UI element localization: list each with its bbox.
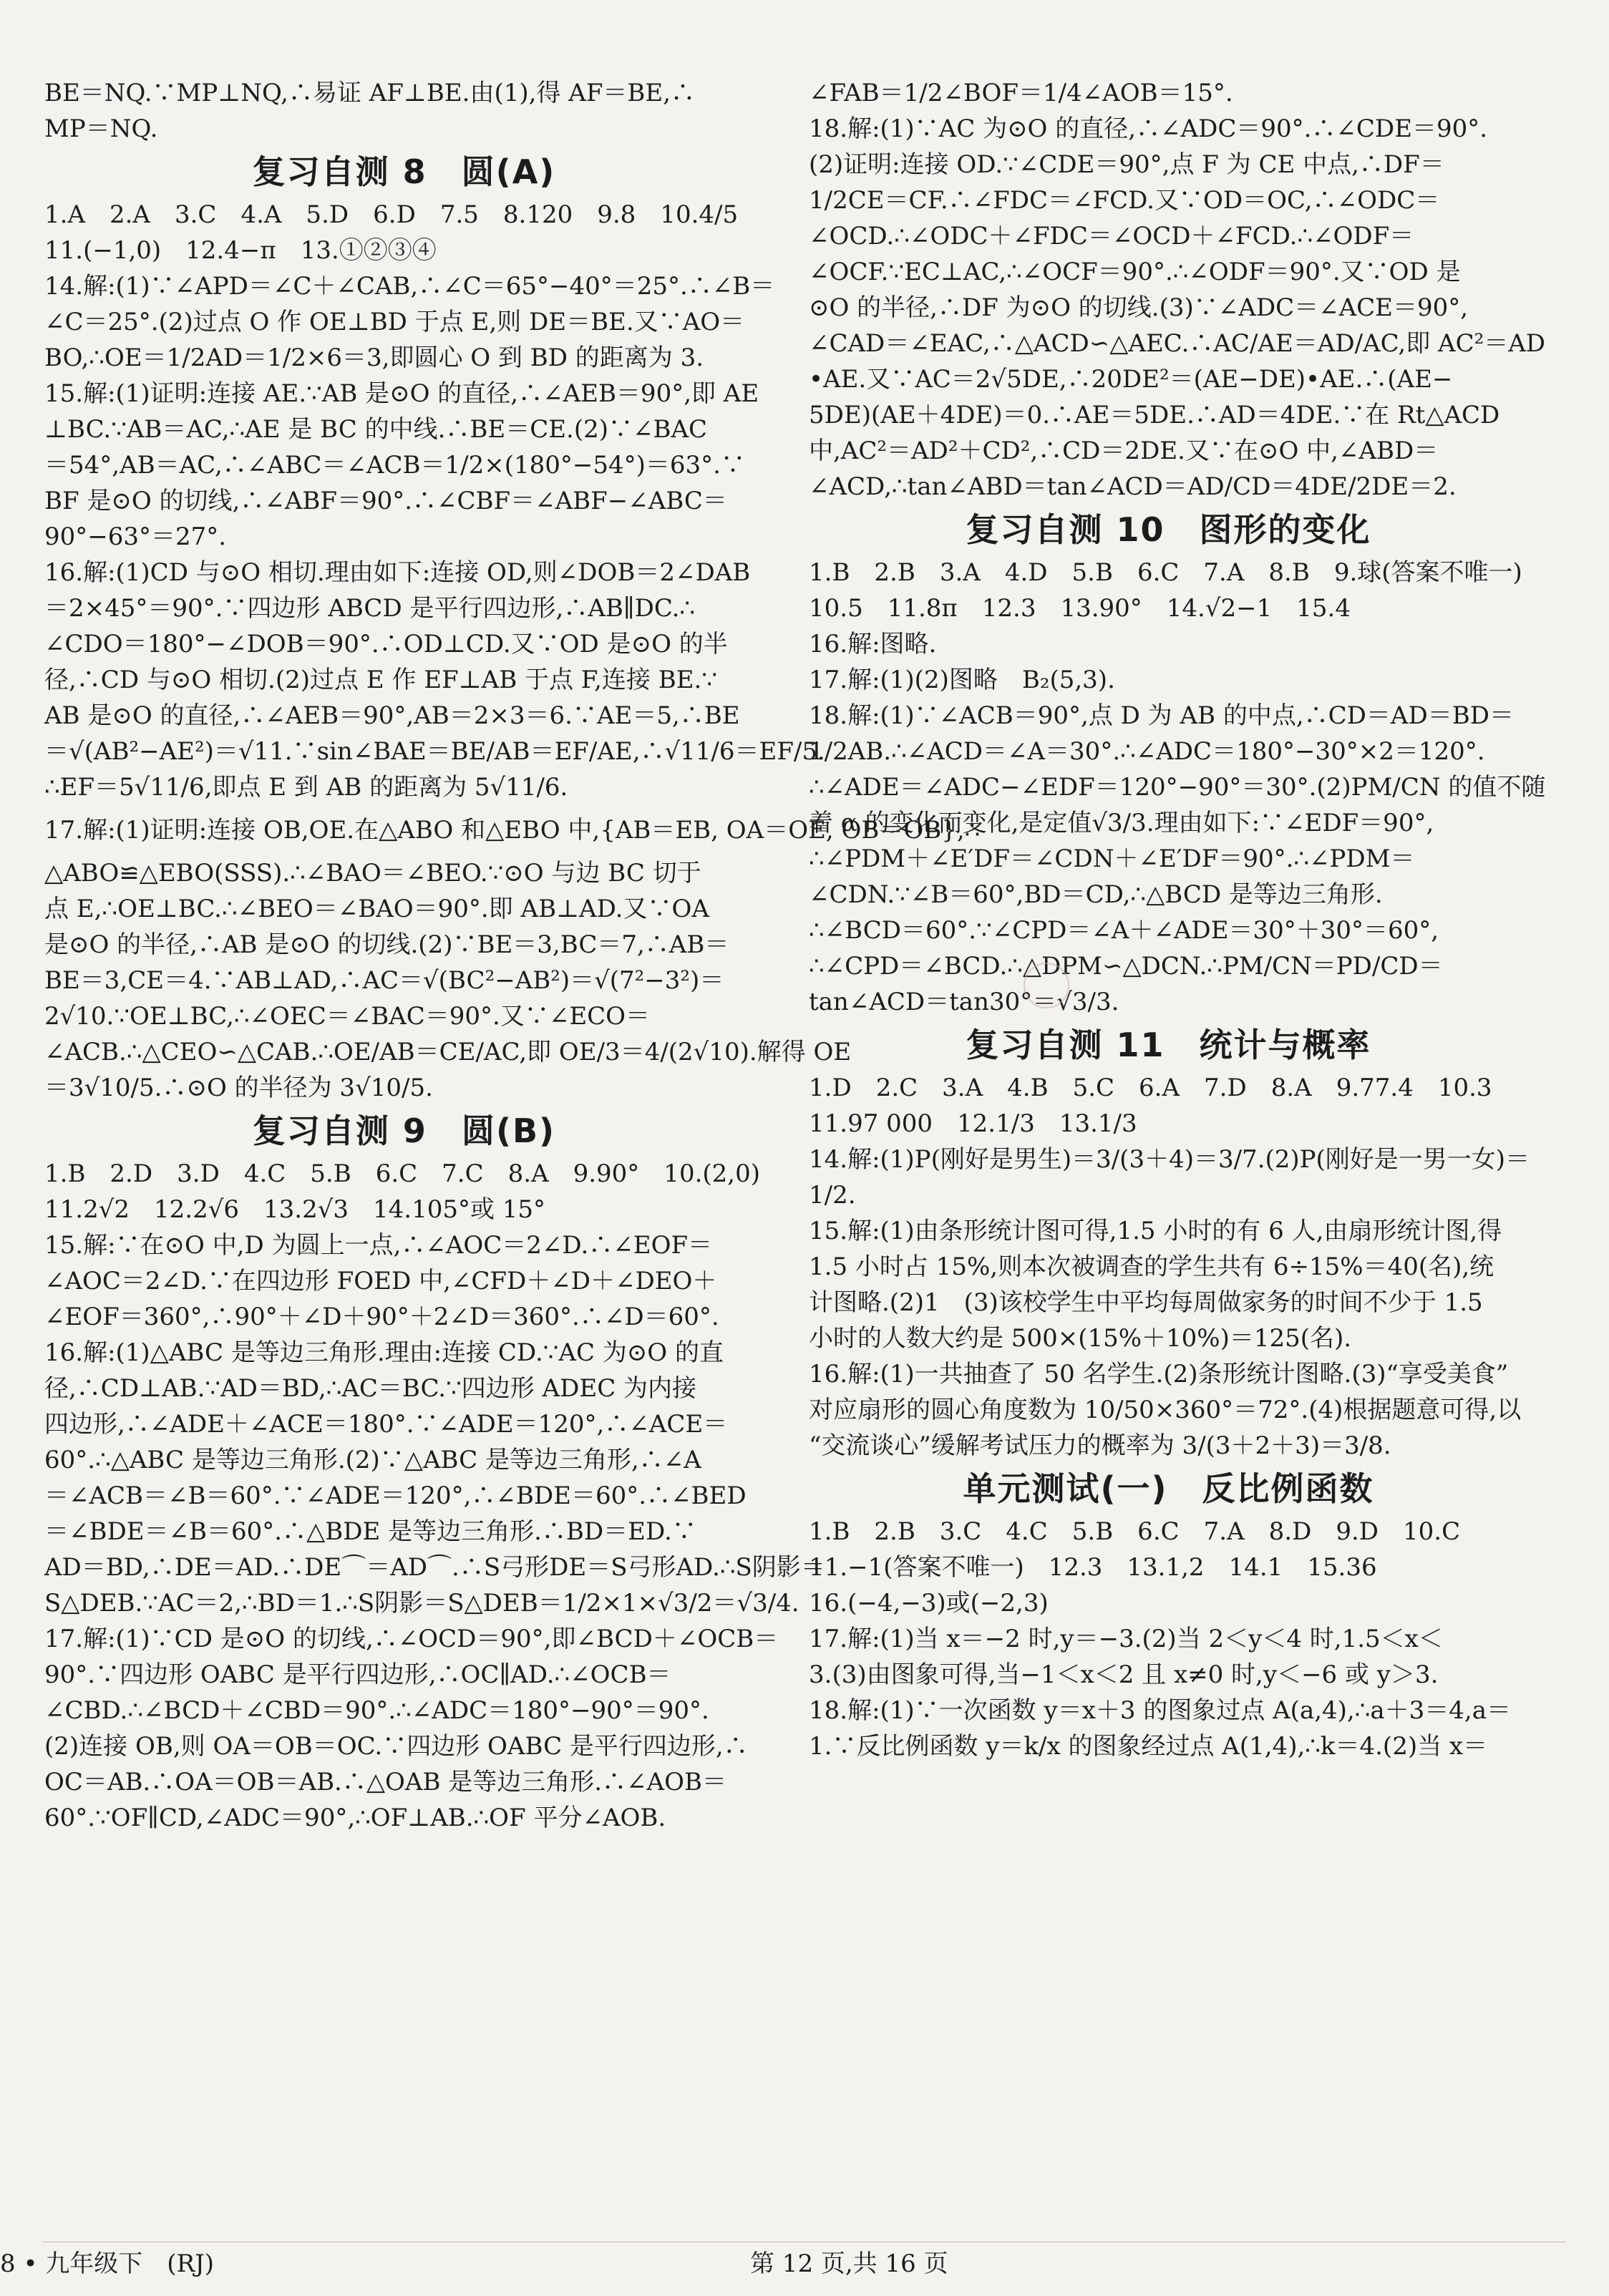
answer-line: 10.5 11.8π 12.3 13.90° 14.√2−1 15.4 — [809, 594, 1351, 623]
answer-line: 17.解:(1)证明:连接 OB,OE.在△ABO 和△EBO 中,{AB＝EB, OA＝OE, OB＝OB},∴ — [44, 816, 981, 845]
answer-line: •AE.又∵AC＝2√5DE,∴20DE²＝(AE−DE)•AE.∴(AE− — [809, 365, 1453, 394]
answer-line: 计图略.(2)1 (3)该校学生中平均每周做家务的时间不少于 1.5 — [809, 1288, 1483, 1317]
answer-line: 16.解:(1)一共抽查了 50 名学生.(2)条形统计图略.(3)“享受美食” — [809, 1360, 1509, 1388]
answer-line: (2)连接 OB,则 OA＝OB＝OC.∵四边形 OABC 是平行四边形,∴ — [44, 1732, 748, 1761]
answer-line: 中,AC²＝AD²＋CD²,∴CD＝2DE.又∵在⊙O 中,∠ABD＝ — [809, 437, 1439, 465]
answer-line: ＝2×45°＝90°.∵四边形 ABCD 是平行四边形,∴AB∥DC.∴ — [44, 594, 696, 623]
answer-line: ⊙O 的半径,∴DF 为⊙O 的切线.(3)∵∠ADC＝∠ACE＝90°, — [809, 293, 1469, 322]
answer-line: 18.解:(1)∵AC 为⊙O 的直径,∴∠ADC＝90°.∴∠CDE＝90°. — [809, 115, 1488, 143]
answer-line: 是⊙O 的半径,∴AB 是⊙O 的切线.(2)∵BE＝3,BC＝7,∴AB＝ — [44, 930, 729, 959]
answer-line: 11.97 000 12.1/3 13.1/3 — [809, 1109, 1137, 1138]
answer-line: 5DE)(AE＋4DE)＝0.∴AE＝5DE.∴AD＝4DE.∵在 Rt△ACD — [809, 401, 1500, 429]
answer-line: ∠C＝25°.(2)过点 O 作 OE⊥BD 于点 E,则 DE＝BE.又∵AO＝ — [44, 308, 745, 336]
answer-line: BE＝3,CE＝4.∵AB⊥AD,∴AC＝√(BC²−AB²)＝√(7²−3²)＝ — [44, 966, 724, 995]
answer-line: ∠CDN.∵∠B＝60°,BD＝CD,∴△BCD 是等边三角形. — [809, 880, 1383, 909]
answer-line: 11.2√2 12.2√6 13.2√3 14.105°或 15° — [44, 1195, 546, 1224]
answer-line: tan∠ACD＝tan30°＝√3/3. — [809, 988, 1119, 1016]
answer-line: 1.B 2.B 3.C 4.C 5.B 6.C 7.A 8.D 9.D 10.C — [809, 1517, 1461, 1546]
answer-line: (2)证明:连接 OD.∵∠CDE＝90°,点 F 为 CE 中点,∴DF＝ — [809, 150, 1444, 179]
answer-line: 16.(−4,−3)或(−2,3) — [809, 1589, 1049, 1618]
answer-line: AB 是⊙O 的直径,∴∠AEB＝90°,AB＝2×3＝6.∵AE＝5,∴BE — [44, 701, 740, 730]
answer-line: 17.解:(1)∵CD 是⊙O 的切线,∴∠OCD＝90°,即∠BCD＋∠OCB＝ — [44, 1625, 779, 1653]
answer-line: 17.解:(1)(2)图略 B₂(5,3). — [809, 666, 1115, 694]
answer-line: 四边形,∴∠ADE＋∠ACE＝180°.∵∠ADE＝120°,∴∠ACE＝ — [44, 1410, 728, 1439]
answer-line: ＝∠BDE＝∠B＝60°.∴△BDE 是等边三角形.∴BD＝ED.∵ — [44, 1517, 696, 1546]
answer-line: MP＝NQ. — [44, 115, 158, 143]
section-heading: 单元测试(一) 反比例函数 — [963, 1469, 1374, 1508]
answer-line: ＝3√10/5.∴⊙O 的半径为 3√10/5. — [44, 1074, 433, 1102]
answer-line: S△DEB.∵AC＝2,∴BD＝1.∴S阴影＝S△DEB＝1/2×1×√3/2＝√3/4. — [44, 1589, 799, 1618]
answer-line: 15.解:∵在⊙O 中,D 为圆上一点,∴∠AOC＝2∠D.∴∠EOF＝ — [44, 1231, 713, 1260]
answer-line: 1.∵反比例函数 y＝k/x 的图象经过点 A(1,4),∴k＝4.(2)当 x＝ — [809, 1732, 1488, 1761]
answer-line: 小时的人数大约是 500×(15%＋10%)＝125(名). — [809, 1324, 1352, 1353]
answer-line: ＝54°,AB＝AC,∴∠ABC＝∠ACB＝1/2×(180°−54°)＝63°.∵ — [44, 451, 745, 480]
answer-line: 1/2. — [809, 1181, 856, 1210]
answer-line: ∠OCF.∵EC⊥AC,∴∠OCF＝90°.∴∠ODF＝90°.又∵OD 是 — [809, 258, 1461, 286]
answer-line: 90°−63°＝27°. — [44, 522, 227, 551]
answer-line: 18.解:(1)∵∠ACB＝90°,点 D 为 AB 的中点,∴CD＝AD＝BD＝ — [809, 701, 1514, 730]
answer-line: BF 是⊙O 的切线,∴∠ABF＝90°.∴∠CBF＝∠ABF−∠ABC＝ — [44, 487, 727, 515]
footer-page-number: 第 12 页,共 16 页 — [750, 2249, 948, 2278]
answer-line: 17.解:(1)当 x＝−2 时,y＝−3.(2)当 2＜y＜4 时,1.5＜x＜ — [809, 1625, 1443, 1653]
answer-line: 1.5 小时占 15%,则本次被调查的学生共有 6÷15%＝40(名),统 — [809, 1252, 1494, 1281]
answer-line: 14.解:(1)P(刚好是男生)＝3/(3＋4)＝3/7.(2)P(刚好是一男一女)＝ — [809, 1145, 1530, 1174]
answer-line: 1/2CE＝CF.∴∠FDC＝∠FCD.又∵OD＝OC,∴∠ODC＝ — [809, 186, 1440, 215]
section-heading: 复习自测 10 图形的变化 — [966, 510, 1371, 549]
answer-line: ＝√(AB²−AE²)＝√11.∵sin∠BAE＝BE/AB＝EF/AE,∴√11/6＝EF/5. — [44, 737, 825, 766]
answer-line: “交流谈心”缓解考试压力的概率为 3/(3＋2＋3)＝3/8. — [809, 1431, 1391, 1460]
answer-line: 1/2AB.∴∠ACD＝∠A＝30°.∴∠ADC＝180°−30°×2＝120°. — [809, 737, 1485, 766]
answer-line: ∴∠ADE＝∠ADC−∠EDF＝120°−90°＝30°.(2)PM/CN 的值不随 — [809, 773, 1546, 802]
faint-stamp-mark — [1024, 963, 1069, 1008]
answer-line: ∠CAD＝∠EAC,∴△ACD∽△AEC.∴AC/AE＝AD/AC,即 AC²＝AD — [809, 329, 1546, 358]
answer-line: ∠ACB.∴△CEO∽△CAB.∴OE/AB＝CE/AC,即 OE/3＝4/(2√10).解得 OE — [44, 1038, 852, 1066]
answer-line: ∠ACD,∴tan∠ABD＝tan∠ACD＝AD/CD＝4DE/2DE＝2. — [809, 472, 1457, 501]
answer-line: 90°.∵四边形 OABC 是平行四边形,∴OC∥AD.∴∠OCB＝ — [44, 1660, 671, 1689]
answer-line: ＝∠ACB＝∠B＝60°.∵∠ADE＝120°,∴∠BDE＝60°.∴∠BED — [44, 1482, 747, 1510]
right-column — [809, 75, 1546, 1764]
answer-line: 径,∴CD⊥AB.∵AD＝BD,∴AC＝BC.∵四边形 ADEC 为内接 — [44, 1374, 697, 1403]
answer-line: BE＝NQ.∵MP⊥NQ,∴易证 AF⊥BE.由(1),得 AF＝BE,∴ — [44, 79, 696, 107]
answer-line: 16.解:(1)△ABC 是等边三角形.理由:连接 CD.∵AC 为⊙O 的直 — [44, 1338, 724, 1367]
answer-line: 2√10.∵OE⊥BC,∴∠OEC＝∠BAC＝90°.又∵∠ECO＝ — [44, 1002, 651, 1031]
answer-line: OC＝AB.∴OA＝OB＝AB.∴△OAB 是等边三角形.∴∠AOB＝ — [44, 1768, 726, 1796]
answer-line: ∴EF＝5√11/6,即点 E 到 AB 的距离为 5√11/6. — [44, 773, 568, 802]
section-heading: 复习自测 9 圆(B) — [252, 1111, 556, 1150]
answer-line: 60°.∵OF∥CD,∠ADC＝90°,∴OF⊥AB.∴OF 平分∠AOB. — [44, 1804, 666, 1832]
answer-line: 径,∴CD 与⊙O 相切.(2)过点 E 作 EF⊥AB 于点 F,连接 BE.∵ — [44, 666, 717, 694]
answer-line: △ABO≌△EBO(SSS).∴∠BAO＝∠BEO.∵⊙O 与边 BC 切于 — [44, 859, 701, 887]
section-heading: 复习自测 11 统计与概率 — [966, 1026, 1371, 1064]
section-heading: 复习自测 8 圆(A) — [252, 152, 556, 191]
answer-line: 1.A 2.A 3.C 4.A 5.D 6.D 7.5 8.120 9.8 10.4/5 — [44, 200, 739, 229]
answer-line: ∠AOC＝2∠D.∵在四边形 FOED 中,∠CFD＋∠D＋∠DEO＋ — [44, 1267, 717, 1295]
answer-line: ∠CBD.∴∠BCD＋∠CBD＝90°.∴∠ADC＝180°−90°＝90°. — [44, 1696, 709, 1725]
answer-line: 15.解:(1)由条形统计图可得,1.5 小时的有 6 人,由扇形统计图,得 — [809, 1217, 1502, 1245]
answer-line: 15.解:(1)证明:连接 AE.∵AB 是⊙O 的直径,∴∠AEB＝90°,即 AE — [44, 379, 759, 408]
answer-line: ∴∠BCD＝60°.∵∠CPD＝∠A＋∠ADE＝30°＋30°＝60°, — [809, 916, 1439, 945]
answer-line: 11.−1(答案不唯一) 12.3 13.1,2 14.1 15.36 — [809, 1553, 1377, 1582]
answer-line: 点 E,∴OE⊥BC.∴∠BEO＝∠BAO＝90°.即 AB⊥AD.又∵OA — [44, 895, 709, 923]
answer-line: ∴∠PDM＋∠E′DF＝∠CDN＋∠E′DF＝90°.∴∠PDM＝ — [809, 845, 1415, 873]
answer-line: AD＝BD,∴DE＝AD.∴DE⌒＝AD⌒.∴S弓形DE＝S弓形AD.∴S阴影＝ — [44, 1553, 825, 1582]
answer-line: 16.解:图略. — [809, 630, 937, 658]
answer-line: 14.解:(1)∵∠APD＝∠C＋∠CAB,∴∠C＝65°−40°＝25°.∴∠B＝ — [44, 272, 775, 301]
answer-line: 着 α 的变化而变化,是定值√3/3.理由如下:∵∠EDF＝90°, — [809, 809, 1434, 837]
answer-line: 60°.∴△ABC 是等边三角形.(2)∵△ABC 是等边三角形,∴∠A — [44, 1446, 701, 1474]
answer-line: 3.(3)由图象可得,当−1＜x＜2 且 x≠0 时,y＜−6 或 y＞3. — [809, 1660, 1439, 1689]
answer-line: 对应扇形的圆心角度数为 10/50×360°＝72°.(4)根据题意可得,以 — [809, 1396, 1522, 1424]
answer-line: 11.(−1,0) 12.4−π 13.①②③④ — [44, 236, 437, 265]
answer-line: 18.解:(1)∵一次函数 y＝x＋3 的图象过点 A(a,4),∴a＋3＝4,a＝ — [809, 1696, 1511, 1725]
footer-grade-label: 8 • 九年级下 (RJ) — [0, 2249, 215, 2278]
answer-line: ∠OCD.∴∠ODC＋∠FDC＝∠OCD＋∠FCD.∴∠ODF＝ — [809, 222, 1414, 250]
answer-line: ∠FAB＝1/2∠BOF＝1/4∠AOB＝15°. — [809, 79, 1233, 107]
answer-line: ∠EOF＝360°,∴90°＋∠D＋90°＋2∠D＝360°.∴∠D＝60°. — [44, 1303, 719, 1331]
answer-line: 1.B 2.D 3.D 4.C 5.B 6.C 7.C 8.A 9.90° 10.(2,0) — [44, 1159, 760, 1188]
answer-line: 1.D 2.C 3.A 4.B 5.C 6.A 7.D 8.A 9.77.4 10.3 — [809, 1074, 1492, 1102]
answer-line: 1.B 2.B 3.A 4.D 5.B 6.C 7.A 8.B 9.球(答案不唯一) — [809, 558, 1522, 587]
answer-line: 16.解:(1)CD 与⊙O 相切.理由如下:连接 OD,则∠DOB＝2∠DAB — [44, 558, 751, 587]
answer-line: ∴∠CPD＝∠BCD.∴△DPM∽△DCN.∴PM/CN＝PD/CD＝ — [809, 952, 1443, 981]
answer-line: ⊥BC.∵AB＝AC,∴AE 是 BC 的中线.∴BE＝CE.(2)∵∠BAC — [44, 415, 708, 444]
answer-line: ∠CDO＝180°−∠DOB＝90°.∴OD⊥CD.又∵OD 是⊙O 的半 — [44, 630, 728, 658]
answer-line: BO,∴OE＝1/2AD＝1/2×6＝3,即圆心 O 到 BD 的距离为 3. — [44, 344, 704, 372]
